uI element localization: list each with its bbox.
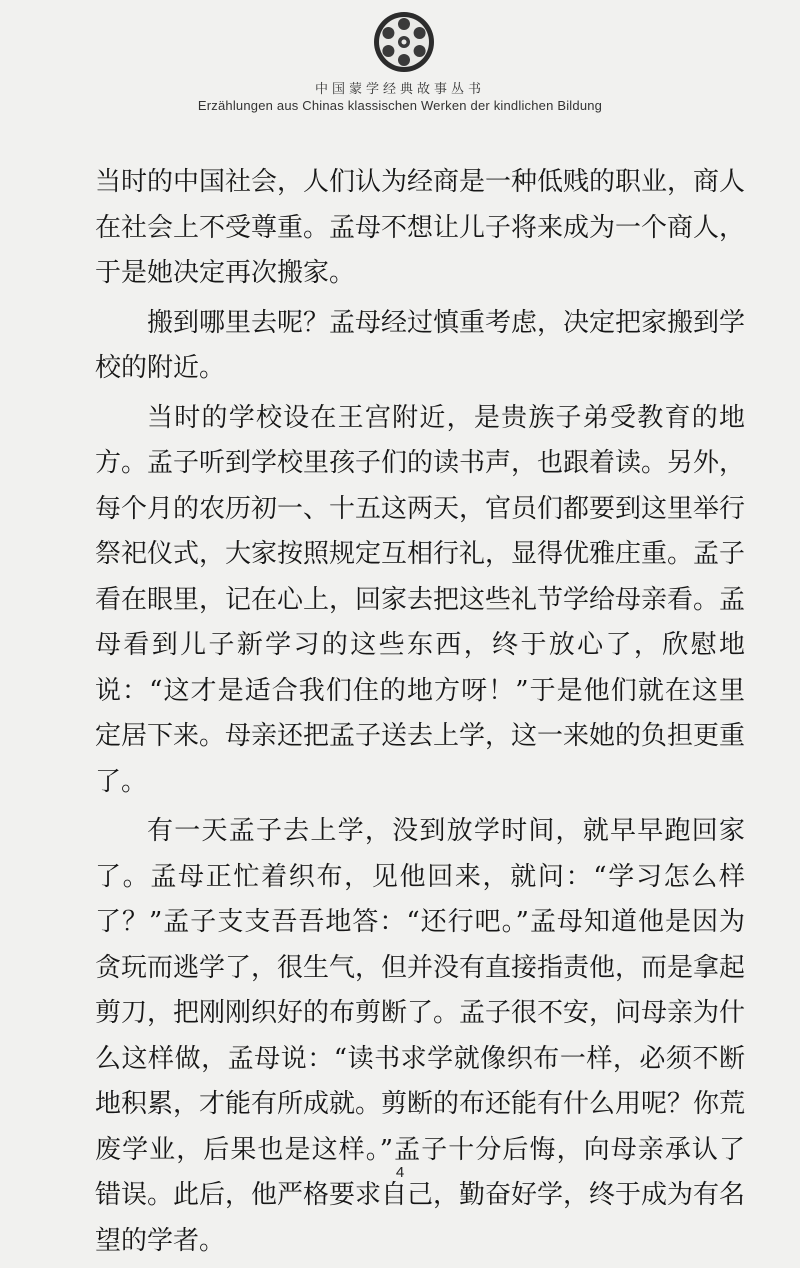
story-body xyxy=(95,160,745,1268)
floral-seal-icon xyxy=(372,10,436,74)
page-number: 4 xyxy=(395,1164,405,1181)
paragraph-3: 当时的学校设在王宫附近，是贵族子弟受教育的地方。孟子听到学校里孩子们的读书声，也跟着读。另外，每个月的农历初一、十五这两天，官员们都要到这里举行祭祀仪式，大家按照规定互相行礼，显得优雅庄重。孟子看在眼里，记在心上，回家去把这些礼节学给母亲看。孟母看到儿子新学习的这些东西，终于放心了，欣慰地说：“这才是适合我们住的地方呀！”于是他们就在这里定居下来。母亲还把孟子送去上学，这一来她的负担更重了。 xyxy=(95,402,746,797)
paragraph-2: 搬到哪里去呢？孟母经过慎重考虑，决定把家搬到学校的附近。 xyxy=(95,307,746,383)
series-title-chinese: 中国蒙学经典故事丛书 xyxy=(314,82,485,97)
paragraph-1: 当时的中国社会，人们认为经商是一种低贱的职业，商人在社会上不受尊重。孟母不想让儿子将来成为一个商人，于是她决定再次搬家。 xyxy=(95,167,746,288)
series-title-german: Erzählungen aus Chinas klassischen Werken der kindlichen Bildung xyxy=(197,98,603,113)
paragraph-4: 有一天孟子去上学，没到放学时间，就早早跑回家了。孟母正忙着织布，见他回来，就问：“学习怎么样了？”孟子支支吾吾地答：“还行吧。”孟母知道他是因为贪玩而逃学了，很生气，但并没有直接指责他，而是拿起剪刀，把刚刚织好的布剪断了。孟子很不安，问母亲为什么这样做，孟母说：“读书求学就像织布一样，必须不断地积累，才能有所成就。剪断的布还能有什么用呢？你荒废学业，后果也是这样。”孟子十分后悔，向母亲承认了错误。此后，他严格要求自己，勤奋好学，终于成为有名望的学者。 xyxy=(95,816,746,1256)
